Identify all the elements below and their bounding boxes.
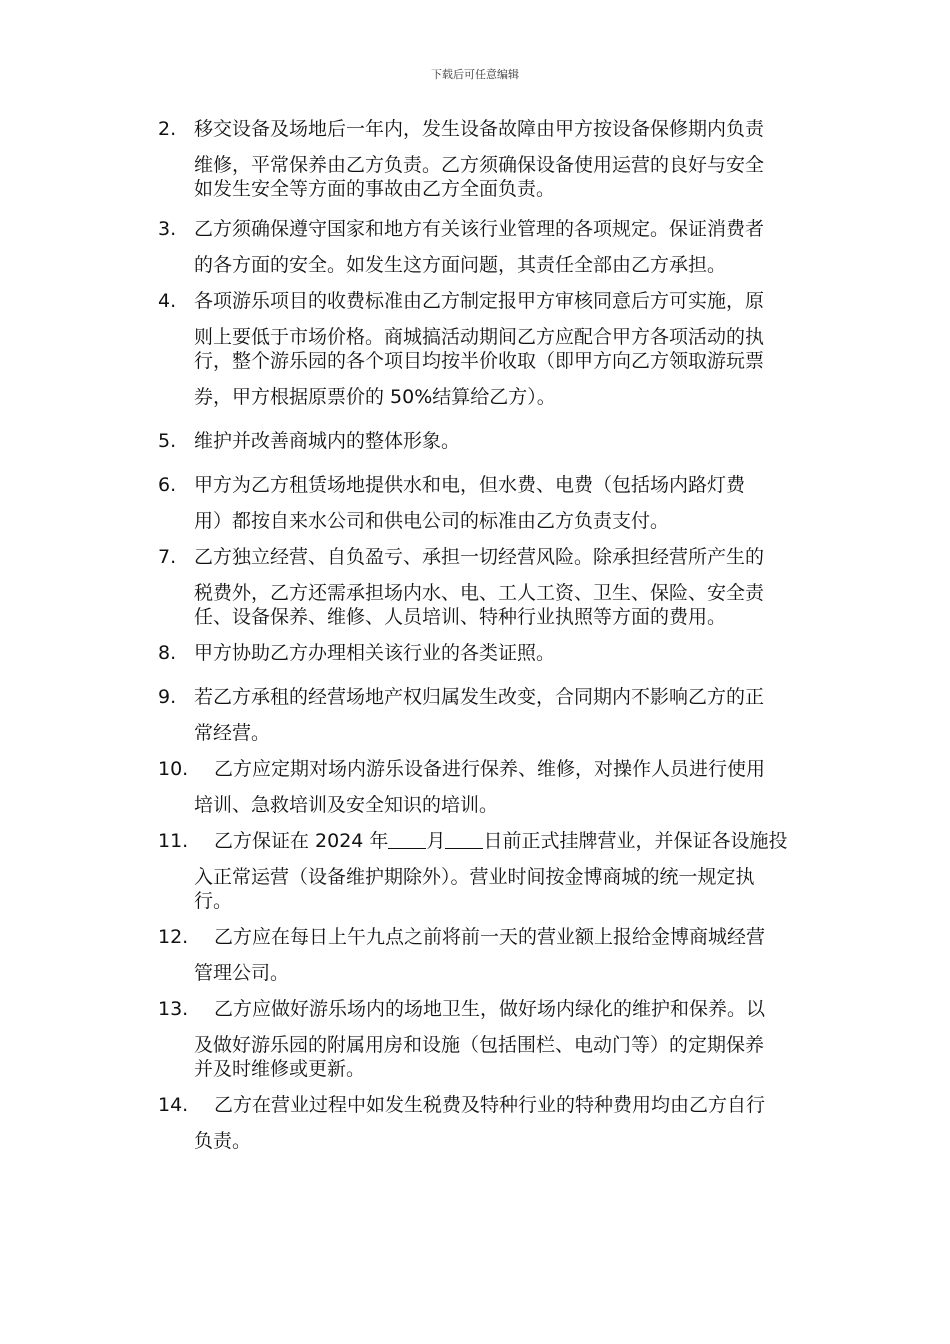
item-text xyxy=(194,468,870,538)
item-text xyxy=(194,424,870,458)
text-line: 用）都按自来水公司和供电公司的标准由乙方负责支付。 xyxy=(194,510,670,532)
text-line: 常经营。 xyxy=(194,722,271,744)
text-line: 各项游乐项目的收费标准由乙方制定报甲方审核同意后方可实施，原 xyxy=(194,290,765,312)
item-text xyxy=(194,112,870,206)
text-line: 培训、急救培训及安全知识的培训。 xyxy=(194,794,499,816)
page-header: 下载后可任意编辑 xyxy=(431,68,519,81)
text-line: 行。 xyxy=(194,890,233,912)
text-line: 甲方为乙方租赁场地提供水和电，但水费、电费（包括场内路灯费 xyxy=(194,474,746,496)
text-line: 券，甲方根据原票价的 50%结算给乙方）。 xyxy=(194,386,556,408)
text-line: 乙方应做好游乐场内的场地卫生，做好场内绿化的维护和保养。以 xyxy=(214,998,766,1020)
item-text xyxy=(194,752,870,822)
item-text xyxy=(194,284,870,414)
item-text xyxy=(194,824,870,918)
item-number: 2. xyxy=(158,118,177,140)
list-item xyxy=(158,540,870,634)
item-number: 6. xyxy=(158,474,177,496)
text-line: 甲方协助乙方办理相关该行业的各类证照。 xyxy=(194,642,556,664)
text-line: 的各方面的安全。如发生这方面问题，其责任全部由乙方承担。 xyxy=(194,254,727,276)
text-line: 则上要低于市场价格。商城搞活动期间乙方应配合甲方各项活动的执 xyxy=(194,326,765,348)
item-number: 13. xyxy=(158,998,189,1020)
item-text xyxy=(194,992,870,1086)
item-number: 9. xyxy=(158,686,177,708)
text-line: 维护并改善商城内的整体形象。 xyxy=(194,430,461,452)
item-number: 4. xyxy=(158,290,177,312)
list-item xyxy=(158,680,870,750)
item-number: 14. xyxy=(158,1094,189,1116)
text-line: 乙方独立经营、自负盈亏、承担一切经营风险。除承担经营所产生的 xyxy=(194,546,765,568)
text-line: 并及时维修或更新。 xyxy=(194,1058,366,1080)
list-item xyxy=(158,284,870,414)
text-line: 乙方应在每日上午九点之前将前一天的营业额上报给金博商城经营 xyxy=(214,926,766,948)
list-item xyxy=(158,920,870,990)
item-text xyxy=(194,920,870,990)
text-segment: 日前正式挂牌营业，并保证各设施投 xyxy=(483,830,788,852)
item-text xyxy=(194,636,870,670)
text-segment: 月 xyxy=(426,830,446,852)
list-item xyxy=(158,752,870,822)
list-item xyxy=(158,112,870,206)
text-line: 入正常运营（设备维护期除外）。营业时间按金博商城的统一规定执 xyxy=(194,866,755,888)
item-text xyxy=(194,1088,870,1158)
list-item xyxy=(158,212,870,282)
day-blank xyxy=(445,828,483,849)
list-item xyxy=(158,992,870,1086)
clause-list xyxy=(158,112,870,1158)
item-text xyxy=(194,212,870,282)
text-line: 乙方须确保遵守国家和地方有关该行业管理的各项规定。保证消费者 xyxy=(194,218,765,240)
item-number: 3. xyxy=(158,218,177,240)
list-item xyxy=(158,824,870,918)
item-text xyxy=(194,540,870,634)
text-line xyxy=(194,824,870,858)
text-line: 及做好游乐园的附属用房和设施（包括围栏、电动门等）的定期保养 xyxy=(194,1034,765,1056)
text-line: 若乙方承租的经营场地产权归属发生改变，合同期内不影响乙方的正 xyxy=(194,686,765,708)
list-item xyxy=(158,636,870,670)
item-number: 8. xyxy=(158,642,177,664)
item-number: 5. xyxy=(158,430,177,452)
item-number: 11. xyxy=(158,830,189,852)
text-line: 乙方在营业过程中如发生税费及特种行业的特种费用均由乙方自行 xyxy=(214,1094,766,1116)
item-number: 7. xyxy=(158,546,177,568)
text-line: 如发生安全等方面的事故由乙方全面负责。 xyxy=(194,178,556,200)
month-blank xyxy=(388,828,426,849)
text-line: 税费外，乙方还需承担场内水、电、工人工资、卫生、保险、安全责 xyxy=(194,582,765,604)
list-item xyxy=(158,424,870,458)
text-line: 管理公司。 xyxy=(194,962,290,984)
item-number: 12. xyxy=(158,926,189,948)
text-line: 维修，平常保养由乙方负责。乙方须确保设备使用运营的良好与安全 xyxy=(194,154,765,176)
list-item xyxy=(158,1088,870,1158)
text-line: 任、设备保养、维修、人员培训、特种行业执照等方面的费用。 xyxy=(194,606,727,628)
text-line: 乙方应定期对场内游乐设备进行保养、维修，对操作人员进行使用 xyxy=(214,758,766,780)
list-item xyxy=(158,468,870,538)
text-segment: 乙方保证在 2024 年 xyxy=(214,830,389,852)
text-line: 移交设备及场地后一年内，发生设备故障由甲方按设备保修期内负责 xyxy=(194,118,765,140)
item-text xyxy=(194,680,870,750)
item-number: 10. xyxy=(158,758,189,780)
text-line: 行，整个游乐园的各个项目均按半价收取（即甲方向乙方领取游玩票 xyxy=(194,350,765,372)
text-line: 负责。 xyxy=(194,1130,252,1152)
